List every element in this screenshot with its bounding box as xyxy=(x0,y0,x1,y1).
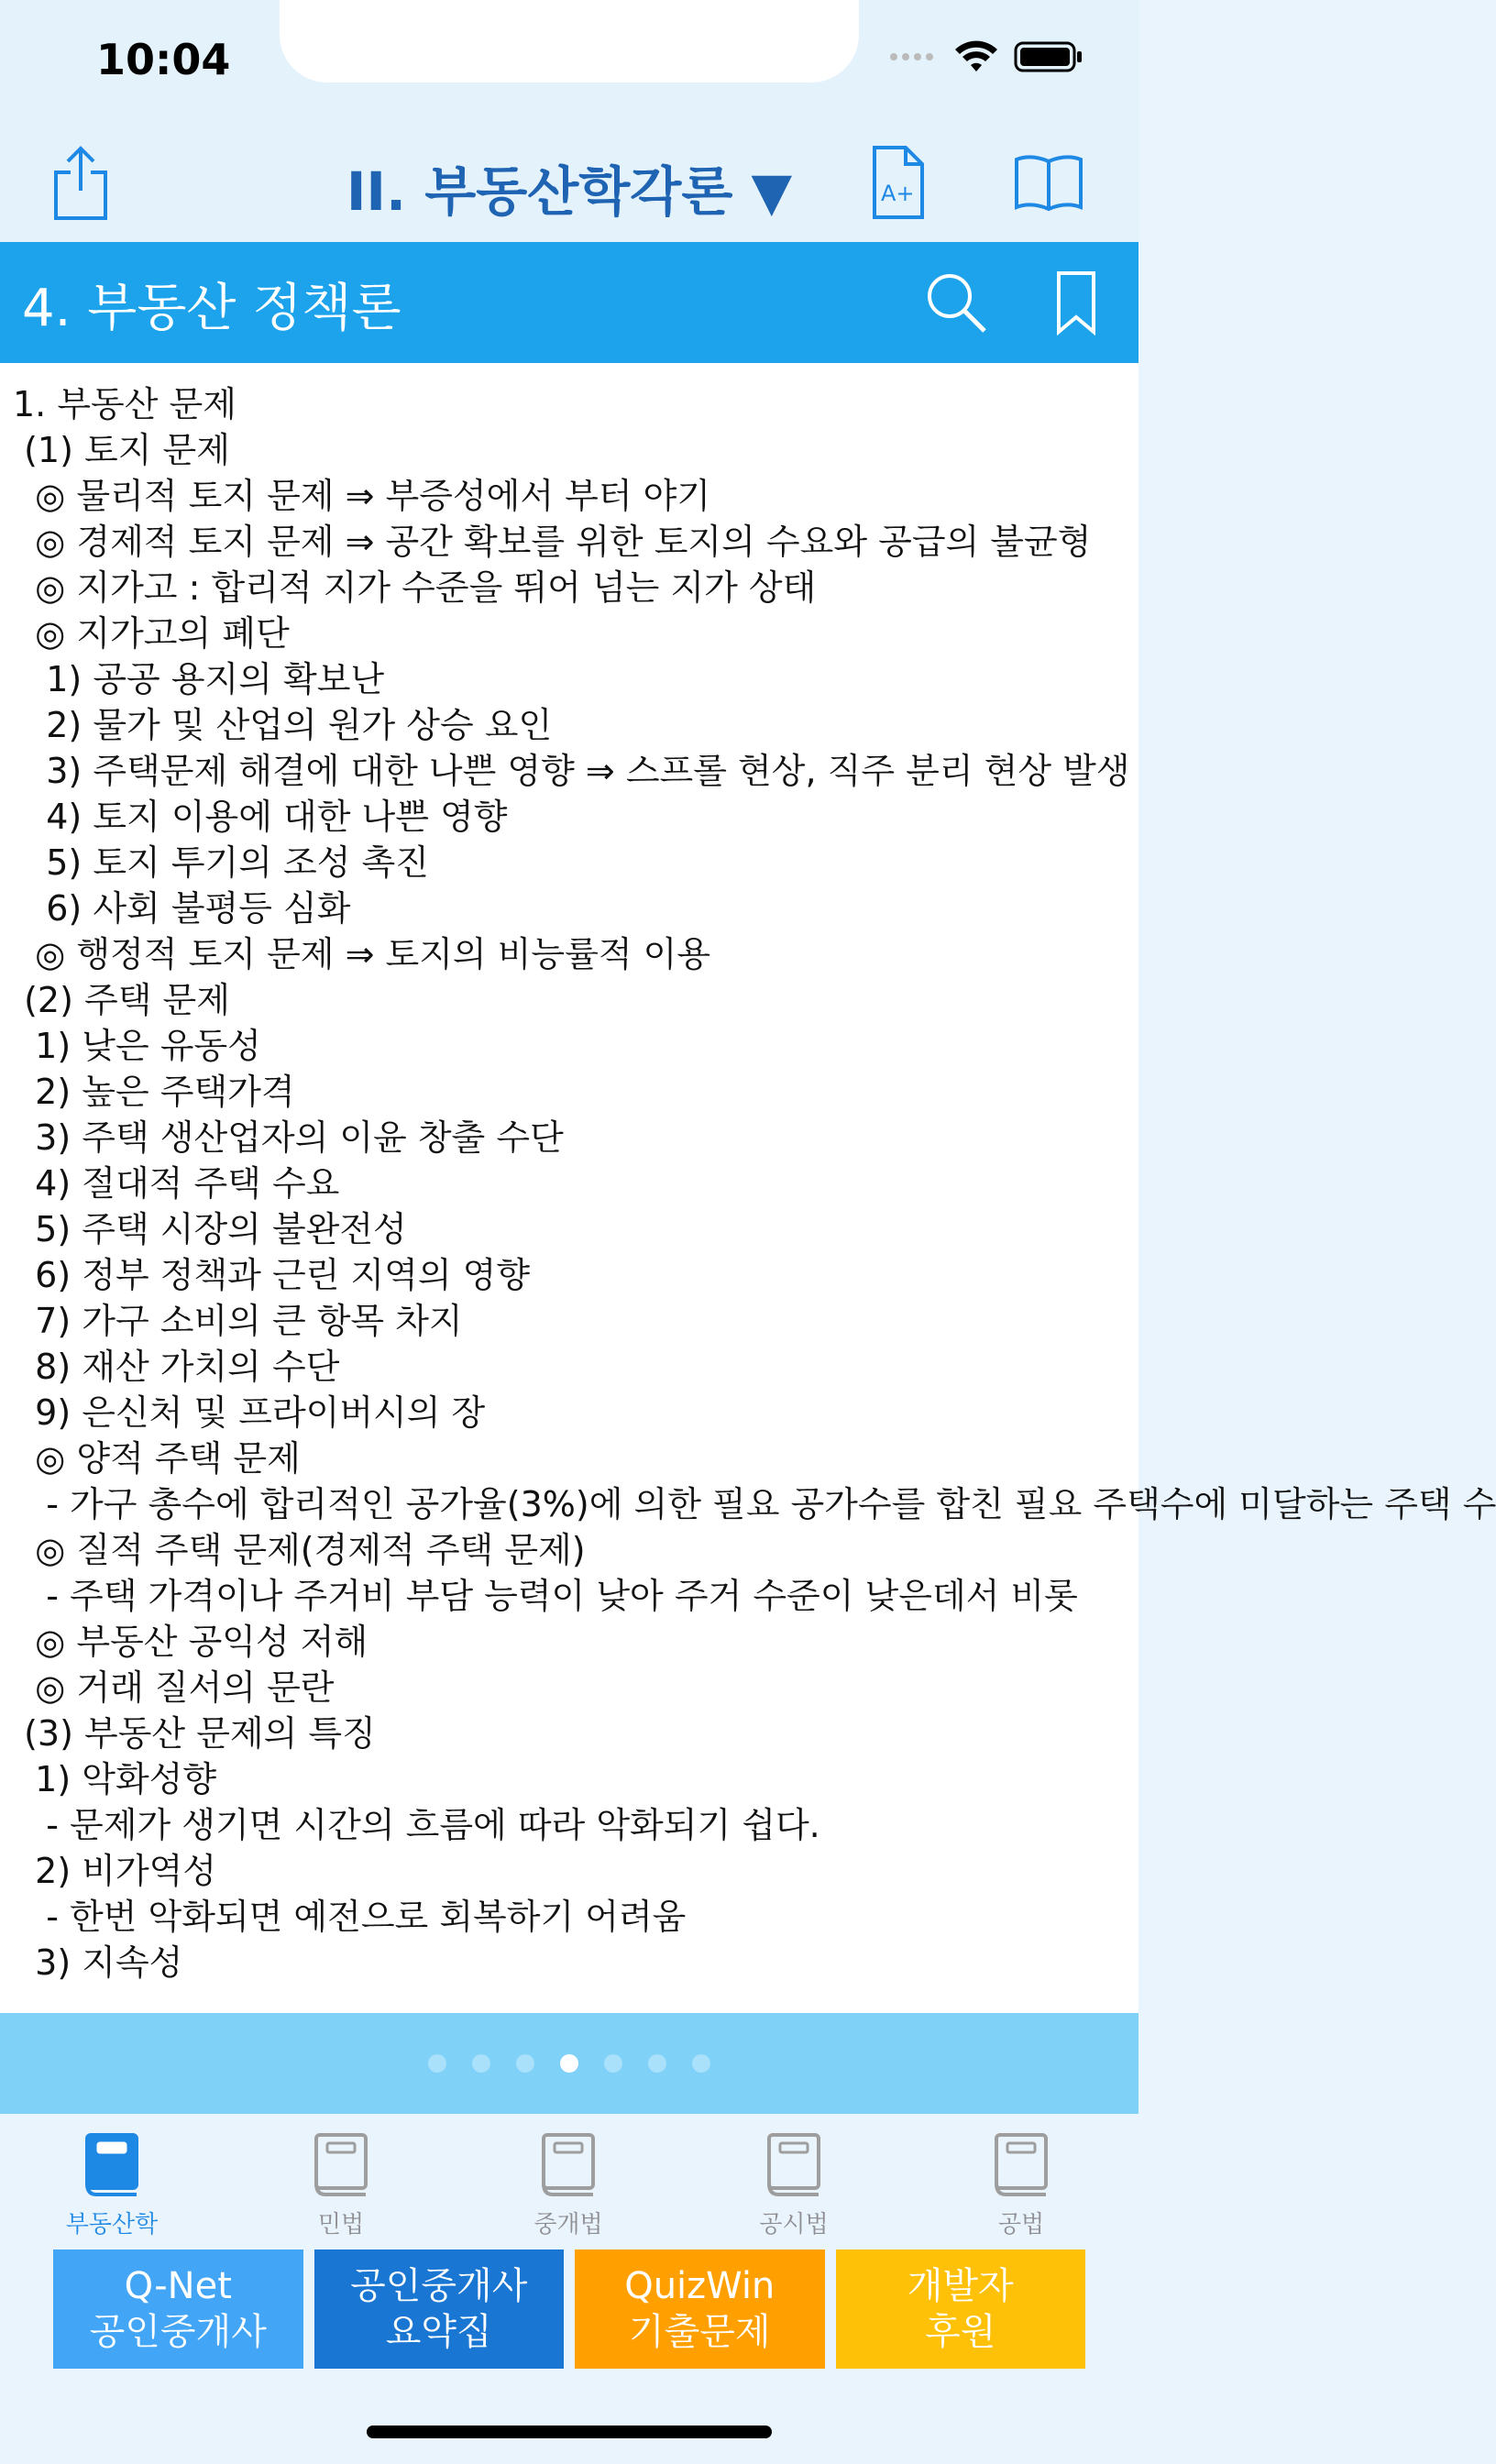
page-dot[interactable] xyxy=(692,2054,710,2073)
chapter-header xyxy=(0,242,1138,363)
book-icon xyxy=(765,2132,822,2198)
page-dot[interactable] xyxy=(648,2054,666,2073)
button-label-line2: 후원 xyxy=(925,2311,996,2353)
content-line: 3) 지속성 xyxy=(13,1942,183,1983)
content-line: (3) 부동산 문제의 특징 xyxy=(13,1713,376,1754)
search-button[interactable] xyxy=(919,266,993,339)
bookmark-button[interactable] xyxy=(1040,266,1113,339)
bookmark-icon xyxy=(1055,270,1097,336)
button-label-line1: Q-Net xyxy=(124,2265,232,2307)
link-buttons xyxy=(53,2250,1085,2369)
content-line: 2) 비가역성 xyxy=(13,1851,217,1891)
font-size-button[interactable] xyxy=(862,141,935,224)
status-bar xyxy=(0,0,1138,128)
tab-5[interactable] xyxy=(930,2132,1113,2250)
content-line: ◎ 행정적 토지 문제 ⇒ 토지의 비능률적 이용 xyxy=(13,934,711,974)
content-line: 1) 악화성향 xyxy=(13,1759,217,1799)
home-indicator xyxy=(367,2426,772,2438)
content-line: 5) 토지 투기의 조성 촉진 xyxy=(13,842,429,883)
book-icon xyxy=(83,2132,140,2198)
content-line: 3) 주택 생산업자의 이윤 창출 수단 xyxy=(13,1117,564,1158)
tab-label: 공시법 xyxy=(759,2211,829,2238)
battery-icon xyxy=(1014,40,1084,73)
book-open-icon xyxy=(1013,152,1084,213)
tab-3[interactable] xyxy=(477,2132,660,2250)
svg-text:A+: A+ xyxy=(881,181,915,206)
button-label-line2: 기출문제 xyxy=(628,2311,771,2353)
content-line: (2) 주택 문제 xyxy=(13,980,230,1020)
reader-mode-button[interactable] xyxy=(1012,141,1085,224)
content-line: ◎ 거래 질서의 문란 xyxy=(13,1667,335,1708)
chapter-title: 4. 부동산 정책론 xyxy=(22,279,402,338)
content-line: 1. 부동산 문제 xyxy=(13,384,236,424)
content-line: - 가구 총수에 합리적인 공가율(3%)에 의한 필요 공가수를 합친 필요 주택수에 미달하는 주택 수 xyxy=(13,1484,1496,1524)
tab-2[interactable] xyxy=(249,2132,433,2250)
content-line: (1) 토지 문제 xyxy=(13,430,230,470)
tab-4[interactable] xyxy=(702,2132,886,2250)
content-line: 5) 주택 시장의 불완전성 xyxy=(13,1209,407,1249)
button-label-line1: QuizWin xyxy=(624,2265,776,2307)
content-line: - 문제가 생기면 시간의 흐름에 따라 악화되기 쉽다. xyxy=(13,1805,820,1845)
content-line: 6) 정부 정책과 근린 지역의 영향 xyxy=(13,1255,531,1295)
tab-label: 민법 xyxy=(317,2211,365,2238)
font-size-icon xyxy=(869,144,928,221)
content-line: ◎ 양적 주택 문제 xyxy=(13,1438,301,1479)
tab-label: 부동산학 xyxy=(65,2211,159,2238)
content-line: 1) 공공 용지의 확보난 xyxy=(13,659,385,699)
book-icon xyxy=(313,2132,369,2198)
content-line: ◎ 경제적 토지 문제 ⇒ 공간 확보를 위한 토지의 수요와 공급의 불균형 xyxy=(13,522,1092,562)
content-line: 4) 절대적 주택 수요 xyxy=(13,1163,340,1204)
page-dot[interactable] xyxy=(472,2054,490,2073)
content-line: 6) 사회 불평등 심화 xyxy=(13,888,351,929)
link-button-2[interactable] xyxy=(314,2250,565,2369)
button-label-line2: 요약집 xyxy=(385,2311,492,2353)
content-line: 3) 주택문제 해결에 대한 나쁜 영향 ⇒ 스프롤 현상, 직주 분리 현상 발생 xyxy=(13,751,1130,791)
button-label-line1: 개발자 xyxy=(907,2265,1014,2307)
content-line: - 주택 가격이나 주거비 부담 능력이 낮아 주거 수준이 낮은데서 비롯 xyxy=(13,1576,1078,1616)
page-indicator[interactable] xyxy=(0,2013,1138,2114)
button-label-line1: 공인중개사 xyxy=(350,2265,528,2307)
section-title-dropdown[interactable]: II. 부동산학각론 ▼ xyxy=(346,160,793,223)
content-line: ◎ 질적 주택 문제(경제적 주택 문제) xyxy=(13,1530,586,1570)
navigation-bar xyxy=(0,128,1138,242)
page-dot[interactable] xyxy=(560,2054,578,2073)
content-line: 9) 은신처 및 프라이버시의 장 xyxy=(13,1392,486,1433)
cellular-signal-icon xyxy=(889,48,939,66)
page-dot[interactable] xyxy=(604,2054,622,2073)
tab-1[interactable] xyxy=(20,2132,204,2250)
content-line: 4) 토지 이용에 대한 나쁜 영향 xyxy=(13,797,508,837)
content-line: ◎ 지가고의 폐단 xyxy=(13,613,290,654)
search-icon xyxy=(924,270,988,335)
tab-bar xyxy=(0,2114,1138,2250)
content-text-area[interactable] xyxy=(0,363,1496,2013)
tab-label: 중개법 xyxy=(534,2211,603,2238)
content-line: - 한번 악화되면 예전으로 회복하기 어려움 xyxy=(13,1897,687,1937)
device-notch xyxy=(280,0,859,82)
wifi-icon xyxy=(953,40,999,73)
status-icons xyxy=(889,40,1084,73)
book-icon xyxy=(540,2132,597,2198)
link-button-4[interactable] xyxy=(836,2250,1086,2369)
content-line: 2) 물가 및 산업의 원가 상승 요인 xyxy=(13,705,553,745)
content-line: 8) 재산 가치의 수단 xyxy=(13,1347,340,1387)
button-label-line2: 공인중개사 xyxy=(89,2311,267,2353)
content-line: ◎ 부동산 공익성 저해 xyxy=(13,1622,368,1662)
status-time: 10:04 xyxy=(96,35,231,84)
content-line: 1) 낮은 유동성 xyxy=(13,1026,261,1066)
tab-label: 공법 xyxy=(997,2211,1045,2238)
link-button-3[interactable] xyxy=(575,2250,825,2369)
page-dot[interactable] xyxy=(428,2054,446,2073)
page-dot[interactable] xyxy=(516,2054,534,2073)
content-line: ◎ 지가고 : 합리적 지가 수준을 뛰어 넘는 지가 상태 xyxy=(13,567,817,608)
content-line: ◎ 물리적 토지 문제 ⇒ 부증성에서 부터 야기 xyxy=(13,476,711,516)
content-line: 7) 가구 소비의 큰 항목 차지 xyxy=(13,1301,463,1341)
content-line: 2) 높은 주택가격 xyxy=(13,1072,295,1112)
link-button-1[interactable] xyxy=(53,2250,303,2369)
book-icon xyxy=(993,2132,1050,2198)
